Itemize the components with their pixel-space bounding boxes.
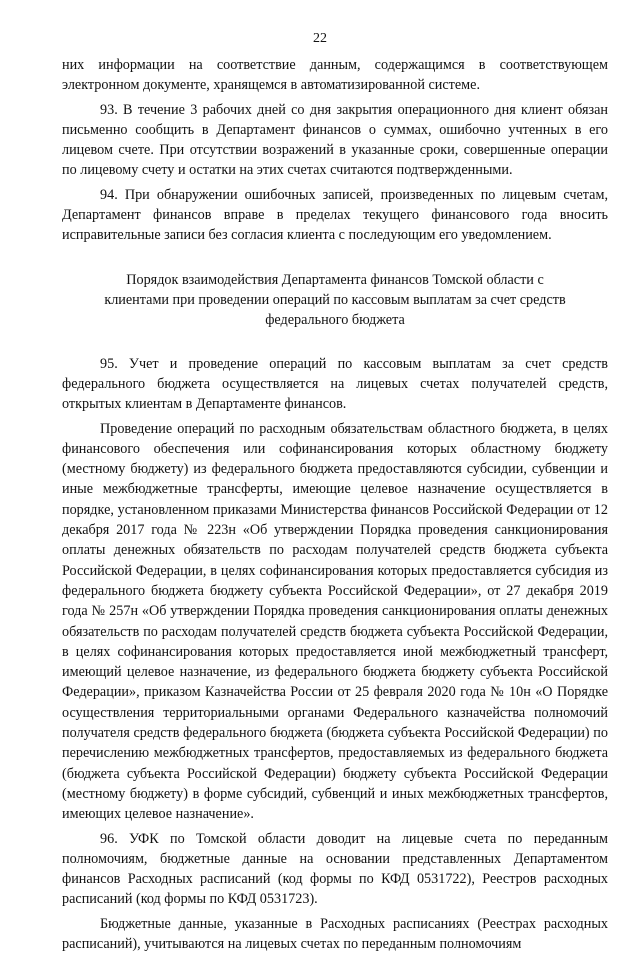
paragraph-94: 94. При обнаружении ошибочных записей, произведенных по лицевым счетам, Департамент финансов вправе в пределах текущего финансового года вносить исправительные записи без согласия клиента с последующим его уведомлением. [62,186,608,244]
document-body [62,55,608,954]
paragraph-96: 96. УФК по Томской области доводит на лицевые счета по переданным полномочиям, бюджетные данные на основании представленных Департаментом финансов Расходных расписаний (код формы по КФД 0531722), Реестров расходных расписаний (код формы по КФД 0531723). [62,830,608,908]
section-heading: Порядок взаимодействия Департамента финансов Томской области с клиентами при проведении операций по кассовым выплатам за счет средств федерального бюджета [104,271,566,328]
paragraph-operations-procedure: Проведение операций по расходным обязательствам областного бюджета, в целях финансового обеспечения или софинансирования которых областному бюджету (местному бюджету) из федерального бюджета предоставляются субсидии, субвенции и иные межбюджетные трансферты, имеющие целевое назначение осуществляется в порядке, установленном приказами Министерства финансов Российской Федерации от 12 декабря 2017 года № 223н «Об утверждении Порядка проведения санкционирования оплаты денежных обязательств по расходам получателей средств бюджета субъекта Российской Федерации, в целях софинансирования которых предоставляется субсидия из федерального бюджета бюджету субъекта Российской Федерации», от 27 декабря 2019 года № 257н «Об утверждении Порядка проведения санкционирования оплаты денежных обязательств по расходам получателей средств бюджета субъекта Российской Федерации, в целях софинансирования которых предоставляется иной межбюджетный трансферт, имеющий целевое назначение, из федерального бюджета бюджету субъекта Российской Федерации», приказом Казначейства России от 25 февраля 2020 года № 10н «О Порядке осуществления территориальными органами Федерального казначейства полномочий получателя средств федерального бюджета (бюджета субъекта Российской Федерации) по перечислению межбюджетных трансфертов, предоставляемых из федерального бюджета (бюджета субъекта Российской Федерации) бюджету субъекта Российской Федерации (местному бюджету) в форме субсидий, субвенций и иных межбюджетных трансфертов, имеющих целевое назначение». [62,420,608,823]
paragraph-95: 95. Учет и проведение операций по кассовым выплатам за счет средств федерального бюджета осуществляется на лицевых счетах получателей средств, открытых клиентам в Департаменте финансов. [62,355,608,413]
paragraph-continuation: них информации на соответствие данным, содержащимся в соответствующем электронном документе, хранящемся в автоматизированной системе. [62,57,608,94]
paragraph-93: 93. В течение 3 рабочих дней со дня закрытия операционного дня клиент обязан письменно сообщить в Департамент финансов о суммах, ошибочно учтенных в его лицевом счете. При отсутствии возражений в указанные сроки, совершенные операции по лицевому счету и остатки на этих счетах считаются подтвержденными. [62,101,608,179]
paragraph-budget-data: Бюджетные данные, указанные в Расходных расписаниях (Реестрах расходных расписаний), учитываются на лицевых счетах по переданным полномочиям [62,915,608,952]
page-number: 22 [313,31,327,46]
